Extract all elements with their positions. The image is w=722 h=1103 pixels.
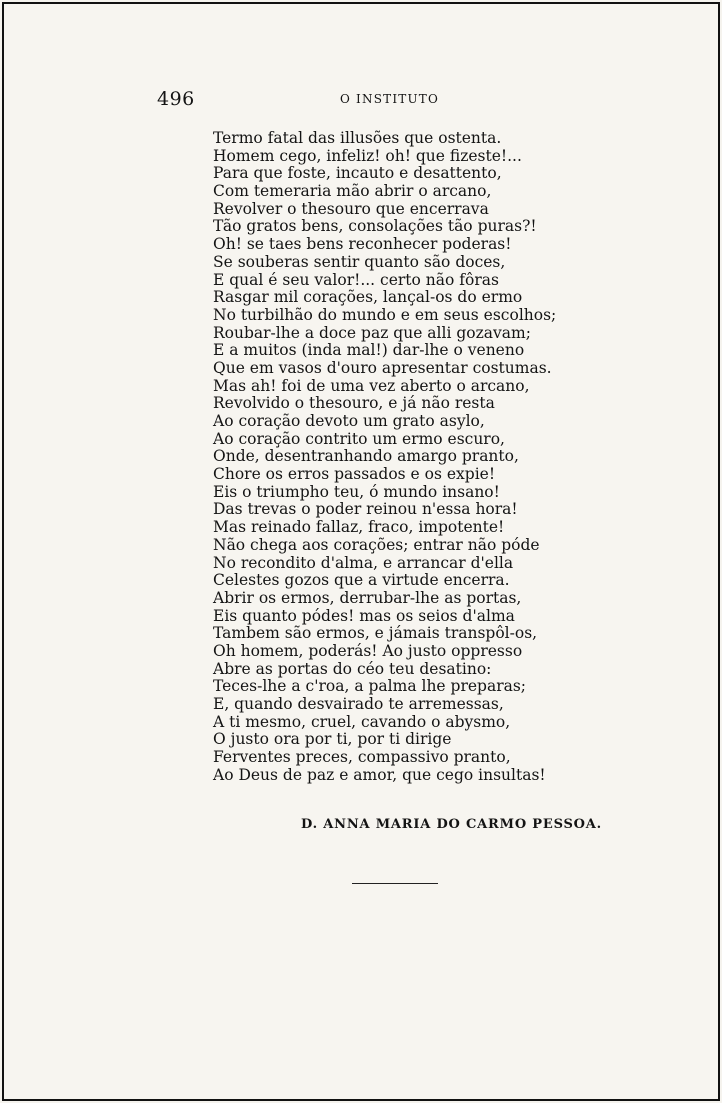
verse-line: Mas reinado fallaz, fraco, impotente! — [213, 518, 505, 537]
verse-line: No turbilhão do mundo e em seus escolhos; — [213, 305, 557, 324]
verse-line: Tão gratos bens, consolações tão puras?! — [213, 217, 537, 236]
verse-line: O justo ora por ti, por ti dirige — [213, 730, 452, 749]
verse-line: Ao coração contrito um ermo escuro, — [213, 429, 505, 448]
verse-line: Oh! se taes bens reconhecer poderas! — [213, 235, 512, 254]
verse-line: Teces-lhe a c'roa, a palma lhe preparas; — [213, 677, 527, 696]
verse-line: A ti mesmo, cruel, cavando o abysmo, — [213, 712, 511, 731]
verse-line: Abre as portas do céo teu desatino: — [213, 659, 492, 678]
verse-line: Homem cego, infeliz! oh! que fizeste!... — [213, 146, 522, 165]
closing-rule — [352, 883, 438, 884]
verse-line: Tambem são ermos, e jámais transpôl-os, — [213, 624, 538, 643]
verse-line: Das trevas o poder reinou n'essa hora! — [213, 500, 518, 519]
verse-line: E a muitos (inda mal!) dar-lhe o veneno — [213, 341, 525, 360]
verse-line: Mas ah! foi de uma vez aberto o arcano, — [213, 376, 530, 395]
verse-line: Que em vasos d'ouro apresentar costumas. — [213, 358, 552, 377]
verse-line: Eis quanto pódes! mas os seios d'alma — [213, 606, 515, 625]
verse-line: Ferventes preces, compassivo pranto, — [213, 748, 511, 767]
verse-line: Revolver o thesouro que encerrava — [213, 199, 489, 218]
verse-line: Eis o triumpho teu, ó mundo insano! — [213, 482, 500, 501]
verse-line: Revolvido o thesouro, e já não resta — [213, 394, 495, 413]
verse-line: Se souberas sentir quanto são doces, — [213, 252, 506, 271]
verse-line: Oh homem, poderás! Ao justo oppresso — [213, 641, 523, 660]
verse-line: Com temeraria mão abrir o arcano, — [213, 182, 492, 201]
verse-line: Para que foste, incauto e desattento, — [213, 164, 502, 183]
verse-line: Rasgar mil corações, lançal-os do ermo — [213, 288, 523, 307]
poem-body — [213, 130, 633, 784]
verse-line: Não chega aos corações; entrar não póde — [213, 535, 540, 554]
running-title: O INSTITUTO — [340, 92, 440, 106]
verse-line: Termo fatal das illusões que ostenta. — [213, 129, 502, 147]
verse-line: No recondito d'alma, e arrancar d'ella — [213, 553, 514, 572]
verse-line: Onde, desentranhando amargo pranto, — [213, 447, 519, 466]
verse-line: Celestes gozos que a virtude encerra. — [213, 571, 510, 590]
verse-line: Ao coração devoto um grato asylo, — [213, 412, 485, 430]
verse-line: Chore os erros passados e os expie! — [213, 465, 496, 484]
verse-line: E, quando desvairado te arremessas, — [213, 695, 504, 713]
verse-line: E qual é seu valor!... certo não fôras — [213, 270, 499, 289]
verse-line: Roubar-lhe a doce paz que alli gozavam; — [213, 323, 531, 342]
verse-line: Abrir os ermos, derrubar-lhe as portas, — [213, 588, 522, 607]
author-signature: D. ANNA MARIA DO CARMO PESSOA. — [300, 817, 602, 832]
page-number: 496 — [157, 88, 195, 110]
verse-line: Ao Deus de paz e amor, que cego insultas! — [213, 765, 546, 784]
